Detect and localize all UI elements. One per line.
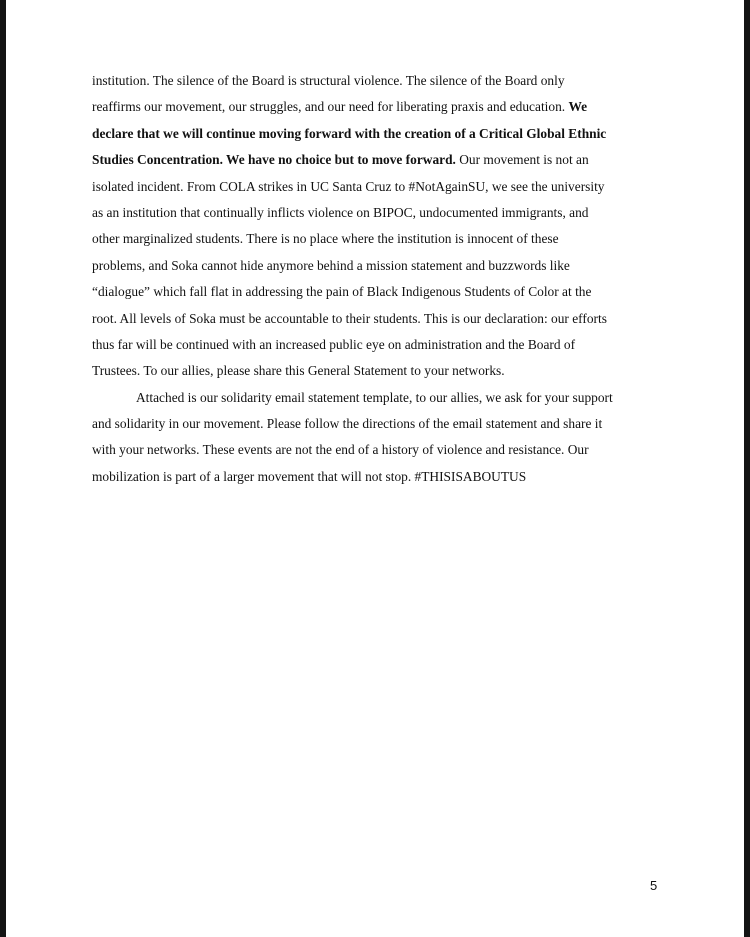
- bold-text-run: We: [568, 99, 588, 115]
- text-run: mobilization is part of a larger movement that will not stop. #THISISABOUTUS: [92, 468, 527, 484]
- text-line: [92, 200, 658, 226]
- text-line: [92, 464, 658, 490]
- text-line: [92, 385, 658, 411]
- text-run: Trustees. To our allies, please share this General Statement to your networks.: [92, 363, 505, 379]
- text-line: [92, 68, 658, 94]
- text-line: [92, 358, 658, 384]
- text-run: reaffirms our movement, our struggles, and our need for liberating praxis and education.: [92, 99, 569, 115]
- page-number: 5: [650, 878, 658, 893]
- body-text: [92, 68, 658, 490]
- text-line: [92, 121, 658, 147]
- text-run: with your networks. These events are not the end of a history of violence and resistance. Our: [92, 442, 589, 458]
- text-run: Our movement is not an: [455, 152, 589, 168]
- text-run: institution. The silence of the Board is structural violence. The silence of the Board only: [92, 73, 565, 88]
- bold-text-run: Studies Concentration. We have no choice but to move forward.: [92, 152, 456, 168]
- text-run: Attached is our solidarity email statement template, to our allies, we ask for your support: [136, 389, 613, 405]
- text-run: other marginalized students. There is no place where the institution is innocent of these: [92, 231, 559, 247]
- text-run: problems, and Soka cannot hide anymore behind a mission statement and buzzwords like: [92, 257, 570, 273]
- bold-text-run: declare that we will continue moving forward with the creation of a Critical Global Ethnic: [92, 125, 607, 141]
- text-run: thus far will be continued with an increased public eye on administration and the Board of: [92, 336, 576, 352]
- document-page: [6, 0, 744, 937]
- text-line: [92, 306, 658, 332]
- text-run: and solidarity in our movement. Please follow the directions of the email statement and share it: [92, 416, 603, 432]
- text-run: root. All levels of Soka must be accountable to their students. This is our declaration: our efforts: [92, 310, 607, 326]
- text-run: “dialogue” which fall flat in addressing the pain of Black Indigenous Students of Color at the: [92, 284, 592, 300]
- text-line: [92, 226, 658, 252]
- scan-edge-right: [744, 0, 750, 937]
- text-line: [92, 94, 658, 120]
- text-line: [92, 332, 658, 358]
- text-line: [92, 253, 658, 279]
- text-line: [92, 147, 658, 173]
- text-line: [92, 174, 658, 200]
- text-run: isolated incident. From COLA strikes in UC Santa Cruz to #NotAgainSU, we see the university: [92, 178, 605, 194]
- text-line: [92, 279, 658, 305]
- text-run: as an institution that continually inflicts violence on BIPOC, undocumented immigrants, and: [92, 204, 589, 220]
- text-line: [92, 411, 658, 437]
- text-line: [92, 437, 658, 463]
